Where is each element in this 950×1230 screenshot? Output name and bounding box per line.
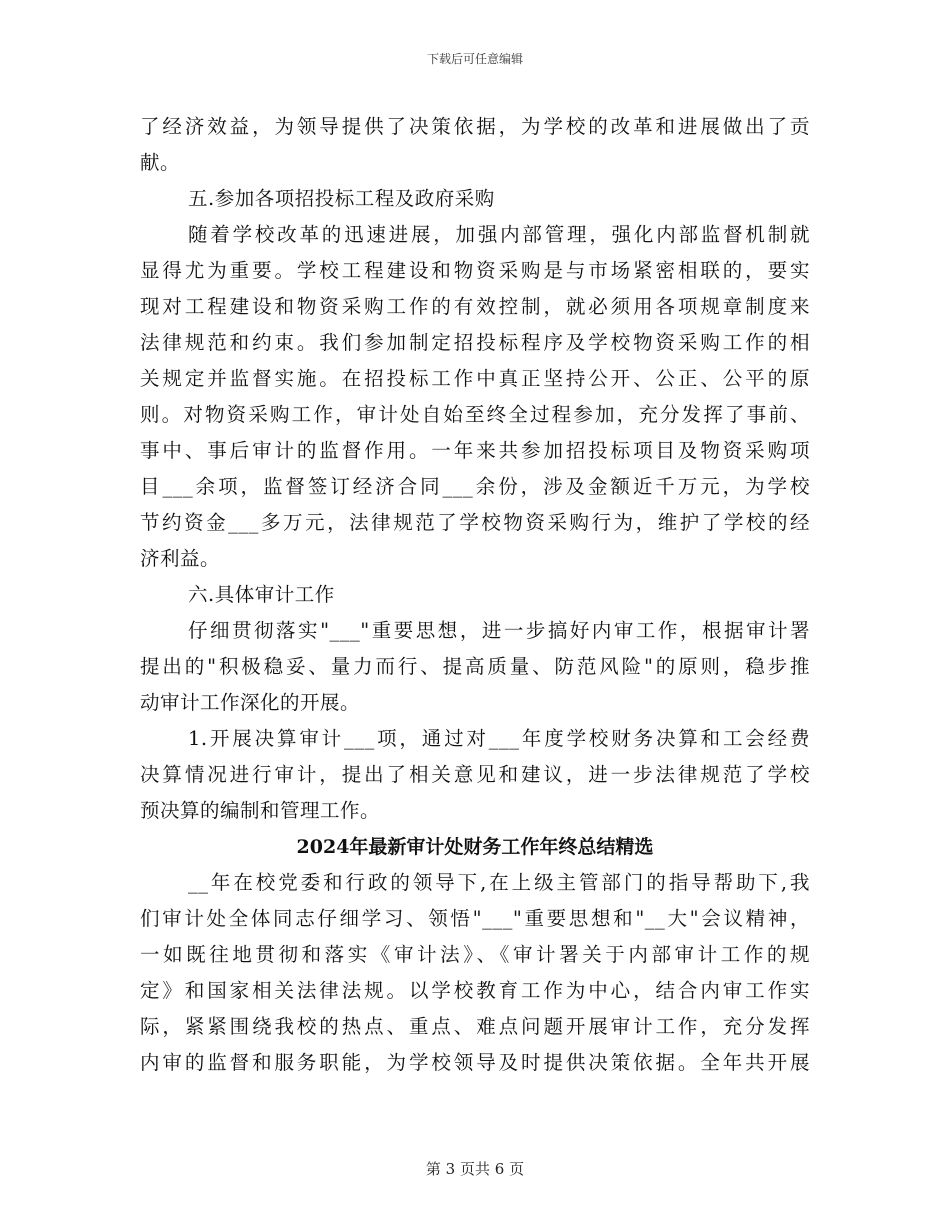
text-line: 动审计工作深化的开展。 — [140, 691, 361, 714]
text-line: 目___余项，监督签订经济合同___余份，涉及金额近千万元，为学校 — [140, 475, 810, 498]
text-line: 显得尤为重要。学校工程建设和物资采购是与市场紧密相联的，要实 — [140, 259, 810, 282]
text-line: __年在校党委和行政的领导下,在上级主管部门的指导帮助下,我 — [188, 871, 810, 894]
text-line: 则。对物资采购工作，审计处自始至终全过程参加，充分发挥了事前、 — [140, 403, 810, 426]
text-line: 预决算的编制和管理工作。 — [140, 799, 381, 822]
text-line: 提出的"积极稳妥、量力而行、提高质量、防范风险"的原则，稳步推 — [140, 655, 810, 678]
section-title: 2024年最新审计处财务工作年终总结精选 — [296, 836, 654, 858]
text-line: 济利益。 — [140, 547, 221, 570]
text-line: 了经济效益，为领导提供了决策依据，为学校的改革和进展做出了贡 — [140, 115, 810, 138]
text-line: 事中、事后审计的监督作用。一年来共参加招投标项目及物资采购项 — [140, 439, 810, 462]
text-line: 决算情况进行审计，提出了相关意见和建议，进一步法律规范了学校 — [140, 763, 810, 786]
text-line: 随着学校改革的迅速进展，加强内部管理，强化内部监督机制就 — [188, 223, 810, 246]
text-line: 献。 — [140, 151, 181, 174]
text-line: 仔细贯彻落实"___"重要思想，进一步搞好内审工作，根据审计署 — [188, 619, 810, 642]
text-line: 法律规范和约束。我们参加制定招投标程序及学校物资采购工作的相 — [140, 331, 810, 354]
text-line: 际，紧紧围绕我校的热点、重点、难点问题开展审计工作，充分发挥 — [140, 1015, 810, 1038]
document-body — [140, 109, 810, 1081]
text-line: 现对工程建设和物资采购工作的有效控制，就必须用各项规章制度来 — [140, 295, 810, 318]
text-line: 定》和国家相关法律法规。以学校教育工作为中心，结合内审工作实 — [140, 979, 810, 1002]
text-line: 关规定并监督实施。在招投标工作中真正坚持公开、公正、公平的原 — [140, 367, 810, 390]
page-header: 下载后可任意编辑 — [426, 52, 523, 66]
text-line: 们审计处全体同志仔细学习、领悟"___"重要思想和"__大"会议精神， — [140, 907, 810, 930]
text-line: 五.参加各项招投标工程及政府采购 — [188, 187, 495, 210]
text-line: 一如既往地贯彻和落实《审计法》、《审计署关于内部审计工作的规 — [140, 943, 810, 966]
text-line: 节约资金___多万元，法律规范了学校物资采购行为，维护了学校的经 — [140, 511, 810, 534]
text-line: 六.具体审计工作 — [188, 583, 335, 606]
text-line: 1.开展决算审计___项，通过对___年度学校财务决算和工会经费 — [188, 727, 810, 750]
page-footer: 第 3 页共 6 页 — [425, 1160, 525, 1178]
text-line: 内审的监督和服务职能，为学校领导及时提供决策依据。全年共开展 — [140, 1051, 810, 1074]
